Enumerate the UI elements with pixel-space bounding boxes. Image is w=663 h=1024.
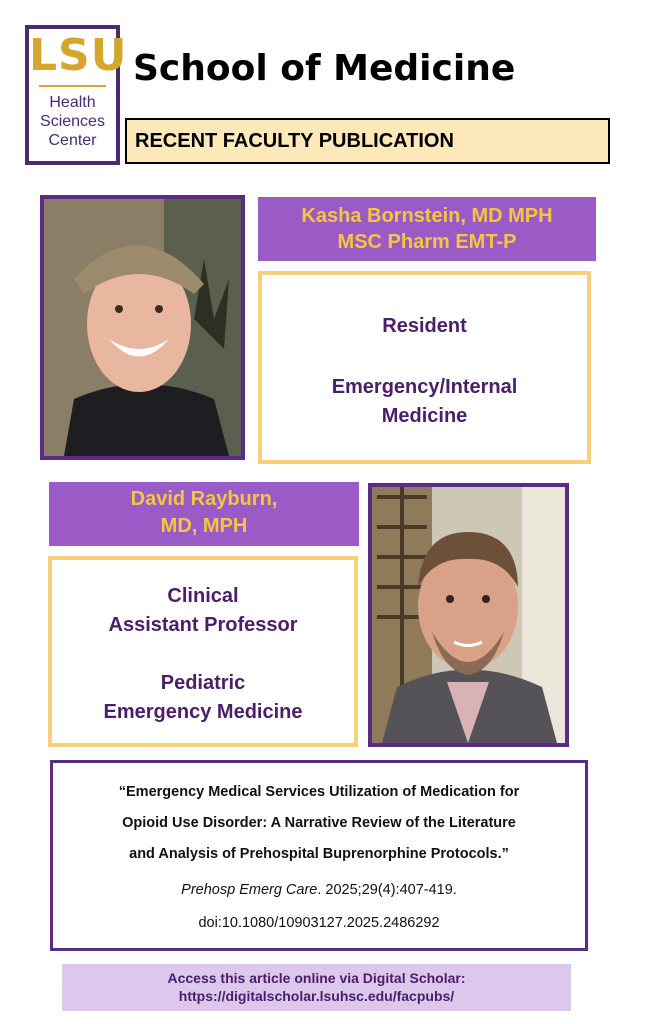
doi-text: doi:10.1080/10903127.2025.2486292	[198, 915, 440, 931]
article-title	[67, 777, 571, 870]
logo-line-1: Health	[49, 94, 96, 111]
author-2-credentials: MD, MPH	[160, 515, 248, 537]
logo-line-2: Sciences	[40, 113, 105, 130]
logo-subtitle	[29, 93, 116, 150]
author-1-name-box	[258, 197, 596, 261]
author-2-department	[52, 669, 354, 727]
author-2-photo	[368, 483, 569, 747]
author-2-dept-line-1: Pediatric	[160, 672, 246, 694]
journal-reference	[53, 880, 585, 900]
logo-divider	[39, 85, 106, 87]
author-2-name-box	[49, 482, 359, 546]
citation-box	[50, 760, 588, 951]
author-1-photo	[40, 195, 245, 460]
journal-name: Prehosp Emerg Care	[181, 882, 318, 898]
author-1-department	[262, 373, 587, 431]
access-text: Access this article online via Digital Scholar:	[167, 970, 466, 986]
author-1-role: Resident	[382, 315, 467, 337]
author-1-credentials: MSC Pharm EMT-P	[337, 231, 517, 253]
author-1-dept-line-2: Medicine	[381, 405, 468, 427]
logo-line-3: Center	[48, 132, 97, 149]
article-title-line-1: “Emergency Medical Services Utilization of Medication for	[118, 784, 520, 800]
lsu-health-logo	[25, 25, 128, 165]
author-2-role-line-1: Clinical	[167, 585, 239, 607]
article-title-line-3: and Analysis of Prehospital Buprenorphine Protocols.”	[129, 846, 509, 862]
author-1-name: Kasha Bornstein, MD MPH	[301, 205, 553, 227]
author-1-role-box	[258, 271, 591, 464]
author-2-name: David Rayburn,	[130, 488, 278, 510]
access-box	[62, 964, 571, 1011]
author-2-role-box	[48, 556, 358, 747]
logo-lsu-text: LSU	[29, 30, 128, 81]
journal-details: . 2025;29(4):407-419.	[317, 882, 457, 898]
author-2-role	[52, 582, 354, 640]
author-1-dept-line-1: Emergency/Internal	[331, 376, 518, 398]
author-2-role-line-2: Assistant Professor	[108, 614, 298, 636]
digital-scholar-link[interactable]: https://digitalscholar.lsuhsc.edu/facpubs/	[178, 988, 455, 1004]
article-title-line-2: Opioid Use Disorder: A Narrative Review of the Literature	[122, 815, 516, 831]
author-2-dept-line-2: Emergency Medicine	[103, 701, 303, 723]
publication-banner: RECENT FACULTY PUBLICATION	[125, 118, 610, 164]
page-title: School of Medicine	[133, 48, 516, 89]
